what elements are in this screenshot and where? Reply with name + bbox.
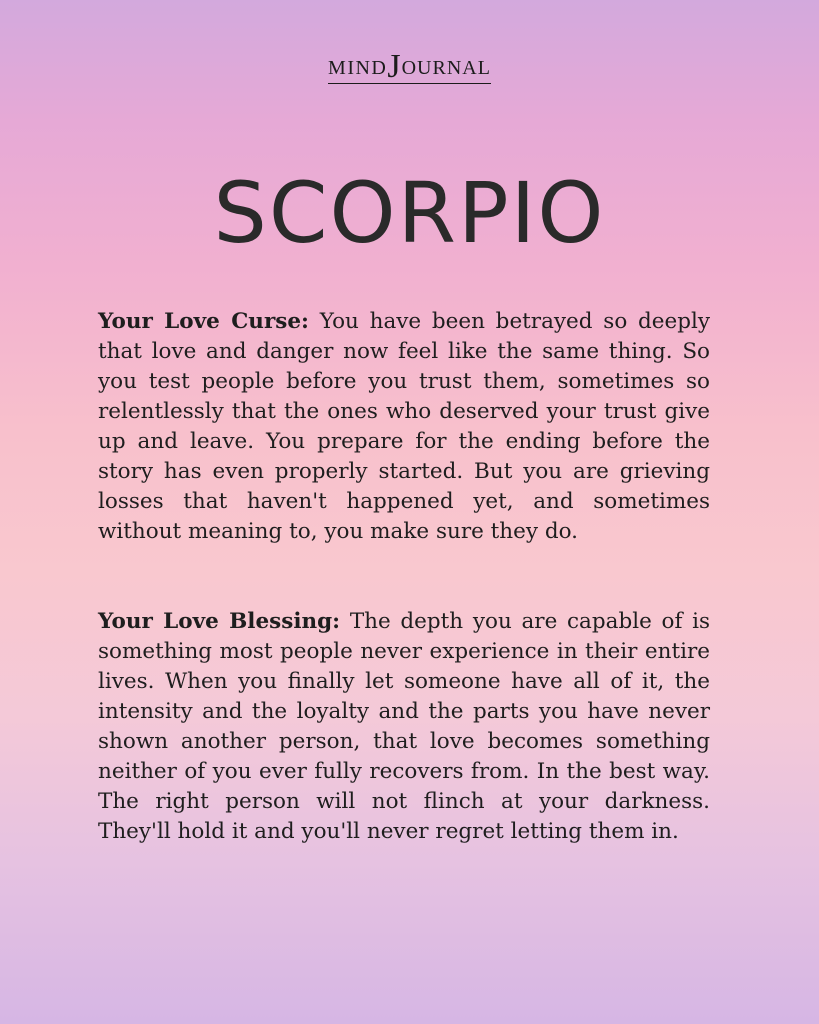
- brand-mind: MIND: [328, 57, 388, 79]
- love-blessing-paragraph: [98, 607, 710, 847]
- brand-logo: [0, 50, 819, 84]
- brand-ournal: OURNAL: [401, 57, 491, 79]
- love-curse-label: Your Love Curse:: [98, 309, 309, 334]
- love-curse-paragraph: [98, 307, 710, 547]
- brand-wordmark: [328, 50, 491, 84]
- love-curse-text: You have been betrayed so deeply that love and danger now feel like the same thing. So you test people before you trust them, sometimes so relentlessly that the ones who deserved your trust give up and leave. You prepare for the ending before the story has even properly started. But you are grieving losses that haven't happened yet, and sometimes without meaning to, you make sure they do.: [98, 309, 710, 544]
- page-title: SCORPIO: [213, 164, 606, 262]
- love-blessing-label: Your Love Blessing:: [98, 609, 341, 634]
- brand-j: J: [387, 48, 402, 85]
- love-blessing-text: The depth you are capable of is something most people never experience in their entire lives. When you finally let someone have all of it, the intensity and the loyalty and the parts you have never shown another person, that love becomes something neither of you ever fully recovers from. In the best way. The right person will not flinch at your darkness. They'll hold it and you'll never regret letting them in.: [98, 609, 711, 844]
